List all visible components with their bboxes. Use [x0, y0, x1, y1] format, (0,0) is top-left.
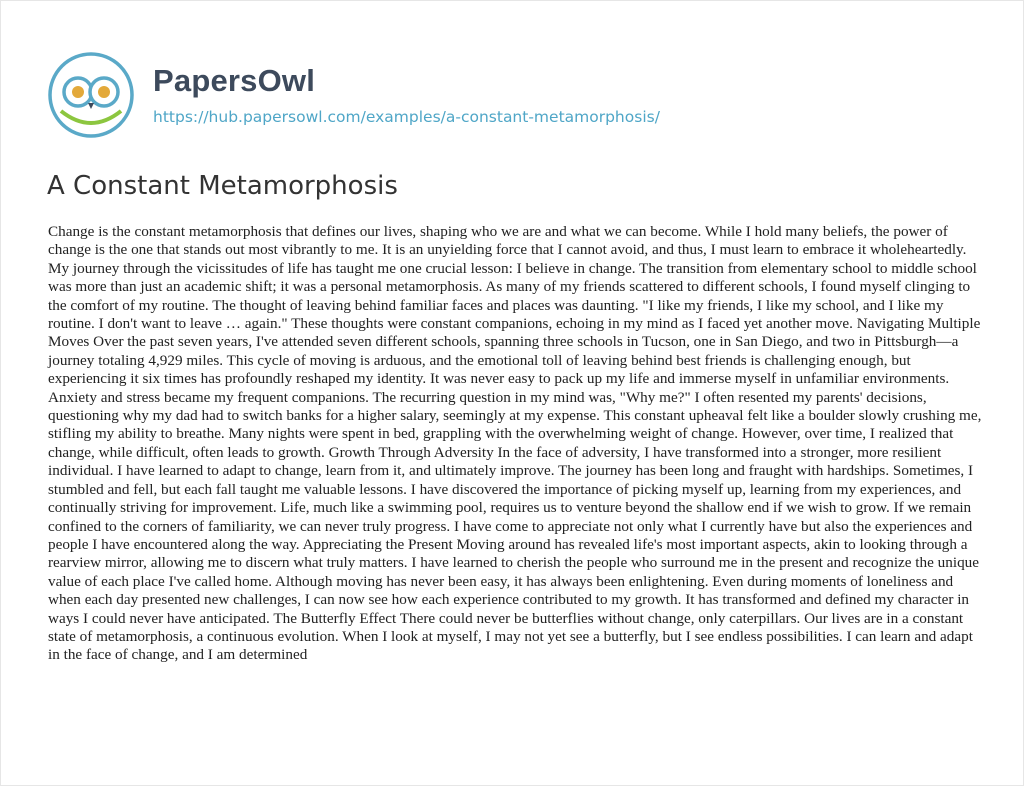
article-url-link[interactable]: https://hub.papersowl.com/examples/a-constant-metamorphosis/: [153, 108, 660, 126]
page-title: A Constant Metamorphosis: [47, 171, 398, 201]
brand-name[interactable]: PapersOwl: [153, 63, 316, 98]
owl-icon: [47, 51, 135, 139]
site-header: [47, 51, 987, 141]
essay-body: Change is the constant metamorphosis that defines our lives, shaping who we are and what we can become. While I hold many beliefs, the power of change is the one that stands out most vibrantly to me. It is an unyielding force that I cannot avoid, and thus, I must learn to embrace it wholeheartedly. My journey through the vicissitudes of life has taught me one crucial lesson: I believe in change. The transition from elementary school to middle school was more than just an academic shift; it was a personal metamorphosis. As many of my friends scattered to different schools, I found myself clinging to the comfort of my routine. The thought of leaving behind familiar faces and places was daunting. "I like my friends, I like my school, and I like my routine. I don't want to leave … again." These thoughts were constant companions, echoing in my mind as I faced yet another move. Navigating Multiple Moves Over the past seven years, I've attended seven different schools, spanning three schools in Tucson, one in San Diego, and two in Pittsburgh—a journey totaling 4,929 miles. This cycle of moving is arduous, and the emotional toll of leaving behind best friends is challenging enough, but experiencing it six times has profoundly reshaped my identity. It was never easy to pack up my life and immerse myself in unfamiliar environments. Anxiety and stress became my frequent companions. The recurring question in my mind was, "Why me?" I often resented my parents' decisions, questioning why my dad had to switch banks for a higher salary, seemingly at my expense. This constant upheaval felt like a boulder slowly crushing me, stifling my ability to breathe. Many nights were spent in bed, grappling with the overwhelming weight of change. However, over time, I realized that change, while difficult, often leads to growth. Growth Through Adversity In the face of adversity, I have transformed into a stronger, more resilient individual. I have learned to adapt to change, learn from it, and ultimately improve. The journey has been long and fraught with hardships. Sometimes, I stumbled and fell, but each fall taught me valuable lessons. I have discovered the importance of picking myself up, learning from my experiences, and continually striving for improvement. Life, much like a swimming pool, requires us to venture beyond the shallow end if we wish to grow. If we remain confined to the corners of familiarity, we can never truly progress. I have come to appreciate not only what I currently have but also the experiences and people I have encountered along the way. Appreciating the Present Moving around has revealed life's most important aspects, akin to looking through a rearview mirror, allowing me to discern what truly matters. I have learned to cherish the people who surround me in the present and recognize the unique value of each place I've called home. Although moving has never been easy, it has always been enlightening. Even during moments of loneliness and when each day presented new challenges, I can now see how each experience contributed to my growth. It has transformed and defined my character in ways I could never have anticipated. The Butterfly Effect There could never be butterflies without change, only caterpillars. Our lives are in a constant state of metamorphosis, a continuous evolution. When I look at myself, I may not yet see a butterfly, but I see endless possibilities. I can learn and adapt in the face of change, and I am determined: [48, 223, 982, 664]
